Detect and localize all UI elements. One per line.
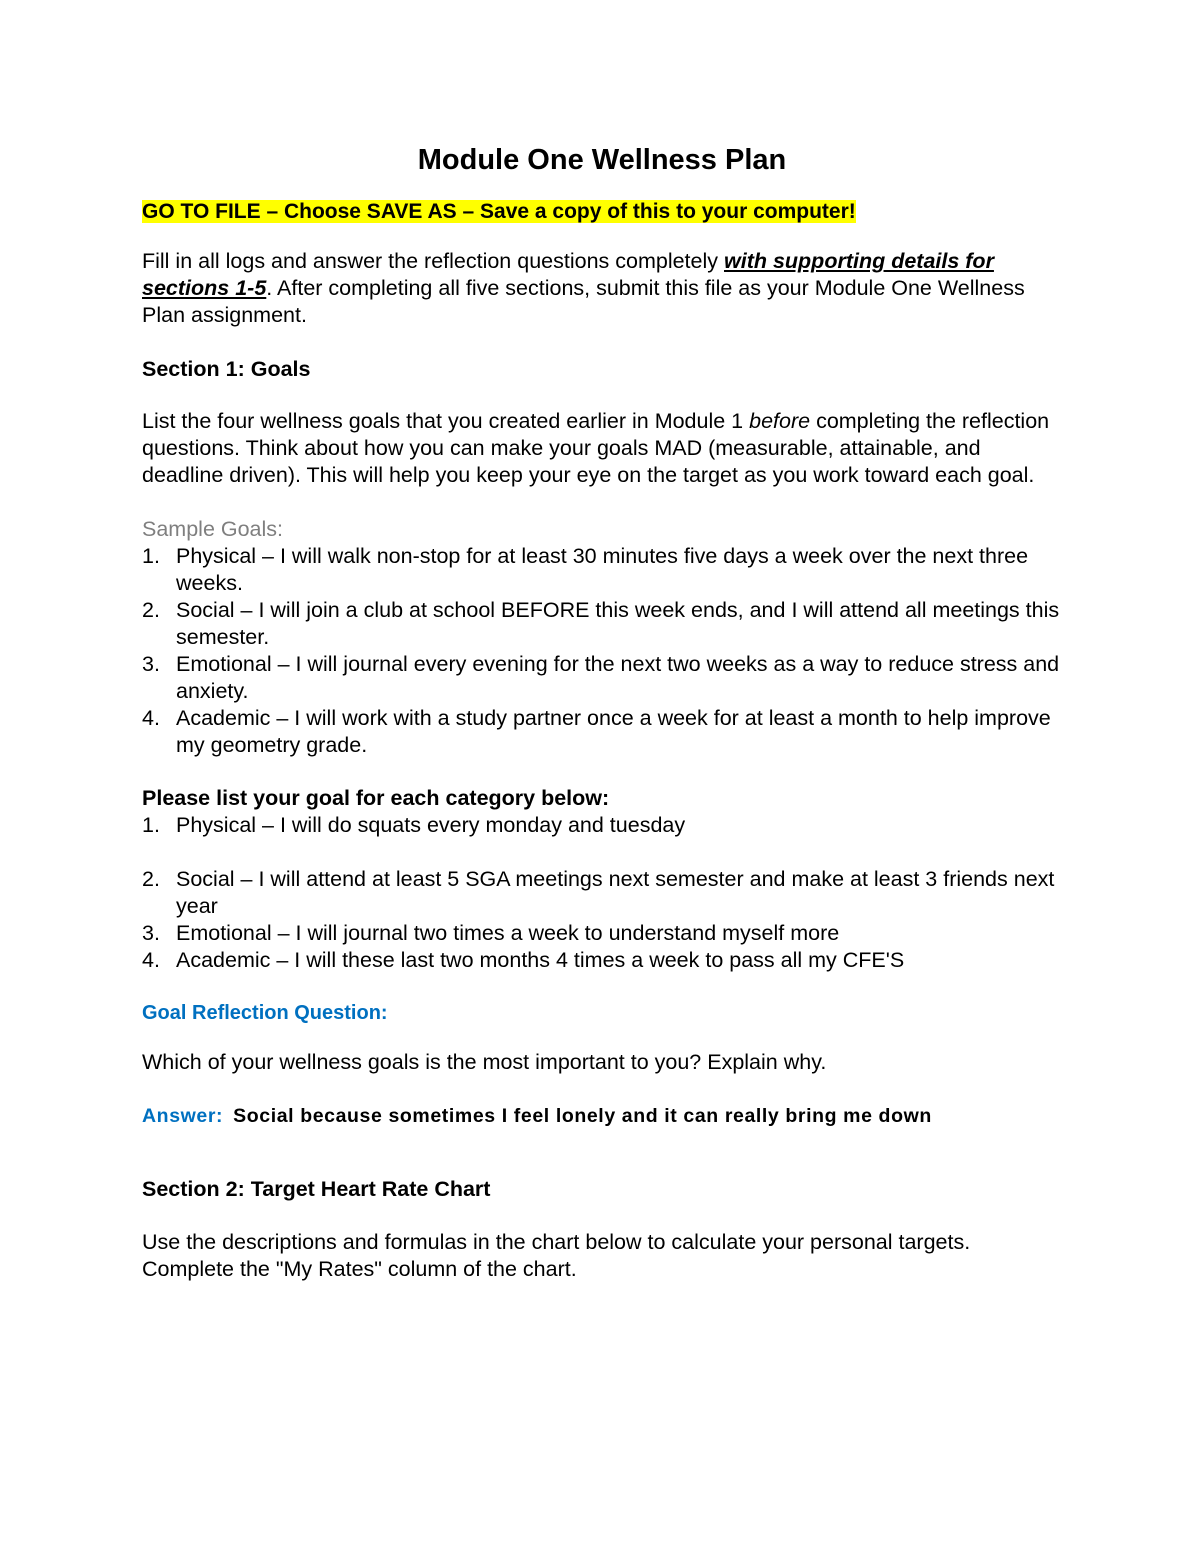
answer-label: Answer: xyxy=(142,1105,224,1127)
list-number: 4. xyxy=(142,706,160,730)
intro-emphasis: with supporting details for sections 1-5 xyxy=(142,249,994,300)
list-item-text: Emotional – I will journal every evening for the next two weeks as a way to reduce stress and anxiety. xyxy=(176,652,1060,703)
list-item xyxy=(142,651,1062,705)
list-number: 1. xyxy=(142,544,160,568)
my-goals-list xyxy=(142,812,1062,974)
list-item xyxy=(142,597,1062,651)
list-item-text: Physical – I will walk non-stop for at least 30 minutes five days a week over the next three weeks. xyxy=(176,544,1029,595)
section1-description-text: List the four wellness goals that you created earlier in Module 1 xyxy=(142,409,750,433)
section2-description: Use the descriptions and formulas in the chart below to calculate your personal targets. Complete the "My Rates" column of the chart. xyxy=(142,1230,971,1281)
answer-line[interactable] xyxy=(142,1103,1062,1130)
goal-list-prompt: Please list your goal for each category below: xyxy=(142,786,610,810)
page-title: Module One Wellness Plan xyxy=(417,144,787,176)
list-item[interactable] xyxy=(142,947,1062,974)
intro-paragraph xyxy=(142,248,1062,329)
sample-goals-list xyxy=(142,543,1062,759)
list-item[interactable] xyxy=(142,812,1062,839)
list-item-text: Academic – I will work with a study partner once a week for at least a month to help improve my geometry grade. xyxy=(176,706,1051,757)
list-item xyxy=(142,705,1062,759)
intro-text-end: . After completing all five sections, submit this file as your Module One Wellness Plan assignment. xyxy=(142,276,1025,327)
list-number: 2. xyxy=(142,867,160,891)
sample-goals-label: Sample Goals: xyxy=(142,517,284,541)
section1-description-text-end: completing the reflection questions. Think about how you can make your goals MAD (measurable, attainable, and deadline driven). This will help you keep your eye on the target as you work toward each goal. xyxy=(142,409,1050,487)
intro-text: Fill in all logs and answer the reflection questions completely xyxy=(142,249,724,273)
list-number: 4. xyxy=(142,948,160,972)
reflection-heading: Goal Reflection Question: xyxy=(142,1002,388,1024)
document-page xyxy=(142,140,1062,1283)
list-number: 2. xyxy=(142,598,160,622)
section1-description xyxy=(142,408,1062,489)
goal-physical-text[interactable]: Physical – I will do squats every monday and tuesday xyxy=(176,813,686,837)
goal-social-text[interactable]: Social – I will attend at least 5 SGA meetings next semester and make at least 3 friends next year xyxy=(176,867,1055,918)
save-instruction-text: GO TO FILE – Choose SAVE AS – Save a copy of this to your computer! xyxy=(142,200,856,223)
list-item[interactable] xyxy=(142,920,1062,947)
save-instruction xyxy=(142,198,1062,225)
list-item xyxy=(142,543,1062,597)
list-number: 3. xyxy=(142,921,160,945)
list-number: 1. xyxy=(142,813,160,837)
goal-emotional-text[interactable]: Emotional – I will journal two times a week to understand myself more xyxy=(176,921,840,945)
list-item[interactable] xyxy=(142,866,1062,920)
section1-description-italic: before xyxy=(749,409,811,433)
section2-heading: Section 2: Target Heart Rate Chart xyxy=(142,1177,491,1201)
answer-text[interactable]: Social because sometimes I feel lonely and it can really bring me down xyxy=(233,1105,932,1127)
reflection-question: Which of your wellness goals is the most important to you? Explain why. xyxy=(142,1050,827,1074)
list-item-text: Social – I will join a club at school BEFORE this week ends, and I will attend all meetings this semester. xyxy=(176,598,1060,649)
list-number: 3. xyxy=(142,652,160,676)
goal-academic-text[interactable]: Academic – I will these last two months 4 times a week to pass all my CFE'S xyxy=(176,948,905,972)
section1-heading: Section 1: Goals xyxy=(142,357,311,381)
